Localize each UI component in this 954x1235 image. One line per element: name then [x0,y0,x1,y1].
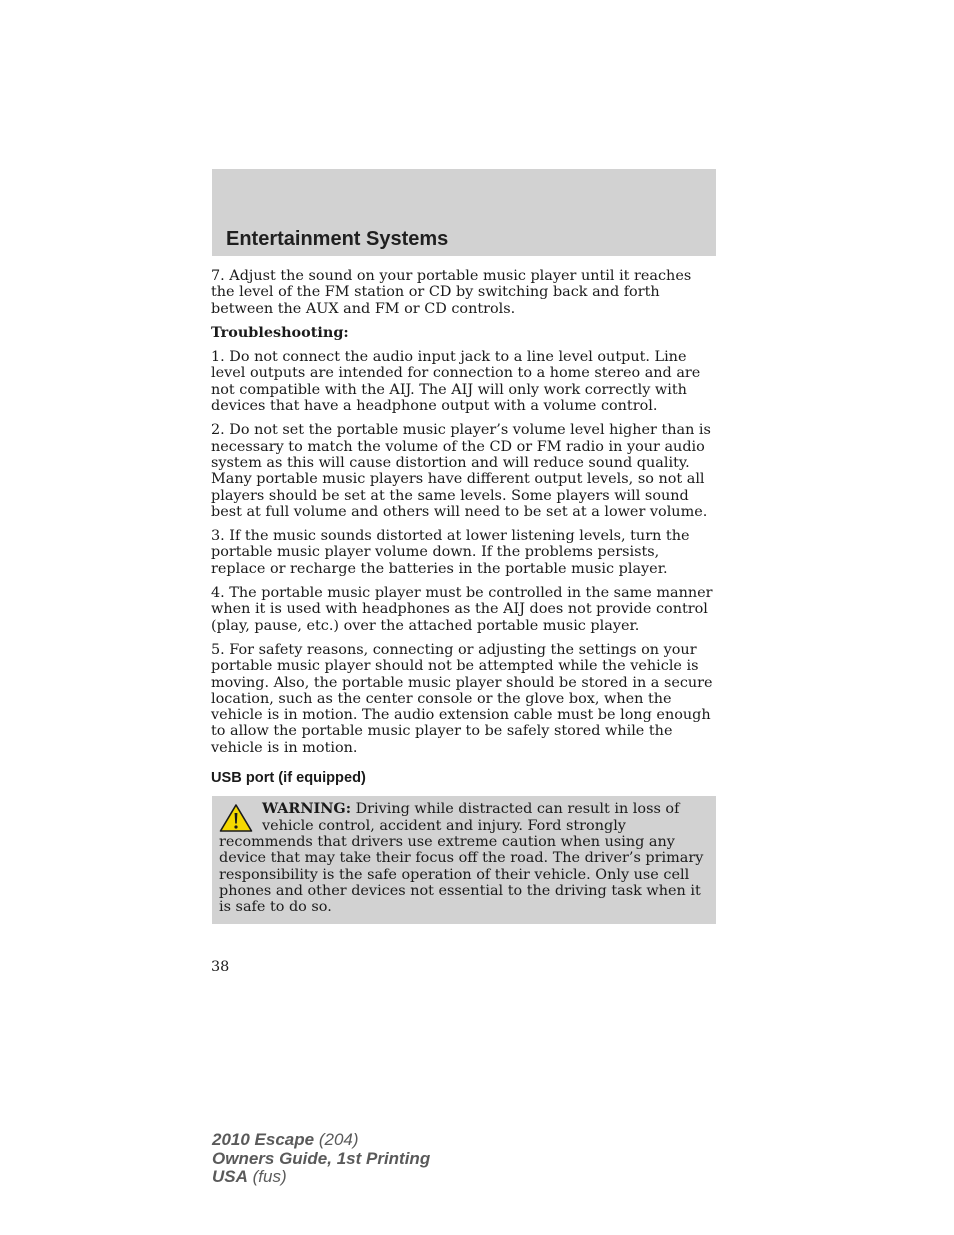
warning-text [219,801,707,915]
troubleshooting-item-4: 4. The portable music player must be controlled in the same manner when it is used with headphones as the AIJ does not provide control (play, pause, etc.) over the attached portable music player. [211,585,713,634]
footer-model-line [212,1131,430,1150]
footer-model: 2010 Escape [212,1130,315,1149]
warning-box [212,796,716,924]
document-footer [212,1131,430,1187]
page-content [211,268,717,924]
section-title: Entertainment Systems [226,228,449,250]
usb-port-heading: USB port (if equipped) [211,770,366,787]
warning-lead: WARNING: [262,800,352,818]
troubleshooting-item-3: 3. If the music sounds distorted at lower listening levels, turn the portable music player volume down. If the problems persists, replace or recharge the batteries in the portable music player. [211,528,690,577]
warning-body: Driving while distracted can result in loss of vehicle control, accident and injury. Ford strongly recommends that drivers use extreme caution when using any device that may take their focus off the road. The driver’s primary responsibility is the safe operation of their vehicle. Only use cell phones and other devices not essential to the driving task when it is safe to do so. [219,801,704,916]
footer-guide: Owners Guide, 1st Printing [212,1148,431,1168]
section-header-band [212,169,716,256]
troubleshooting-item-1: 1. Do not connect the audio input jack to a line level output. Line level outputs are intended for connection to a home stereo and are not compatible with the AIJ. The AIJ will only work correctly with devices that have a headphone output with a volume control. [211,349,701,415]
footer-model-code: (204) [318,1130,359,1149]
troubleshooting-item-5: 5. For safety reasons, connecting or adjusting the settings on your portable music player should not be attempted while the vehicle is moving. Also, the portable music player should be stored in a secure location, such as the center console or the glove box, when the vehicle is in motion. The audio extension cable must be long enough to allow the portable music player to be safely stored while the vehicle is in motion. [211,641,713,756]
troubleshooting-heading: Troubleshooting: [211,323,349,341]
troubleshooting-item-2: 2. Do not set the portable music player’s volume level higher than is necessary to match the volume of the CD or FM radio in your audio system as this will cause distortion and will reduce sound quality. Many portable music players have different output levels, so not all players should be set at the same levels. Some players will sound best at full volume and others will need to be set at a lower volume. [211,422,711,520]
warning-triangle-icon [219,803,253,833]
footer-guide-line [212,1150,430,1169]
step-7-paragraph: 7. Adjust the sound on your portable music player until it reaches the level of the FM station or CD by switching back and forth between the AUX and FM or CD controls. [211,268,692,317]
page-number: 38 [211,959,230,975]
footer-market-code: (fus) [252,1167,287,1186]
footer-market-line [212,1168,430,1187]
footer-market: USA [212,1167,248,1186]
